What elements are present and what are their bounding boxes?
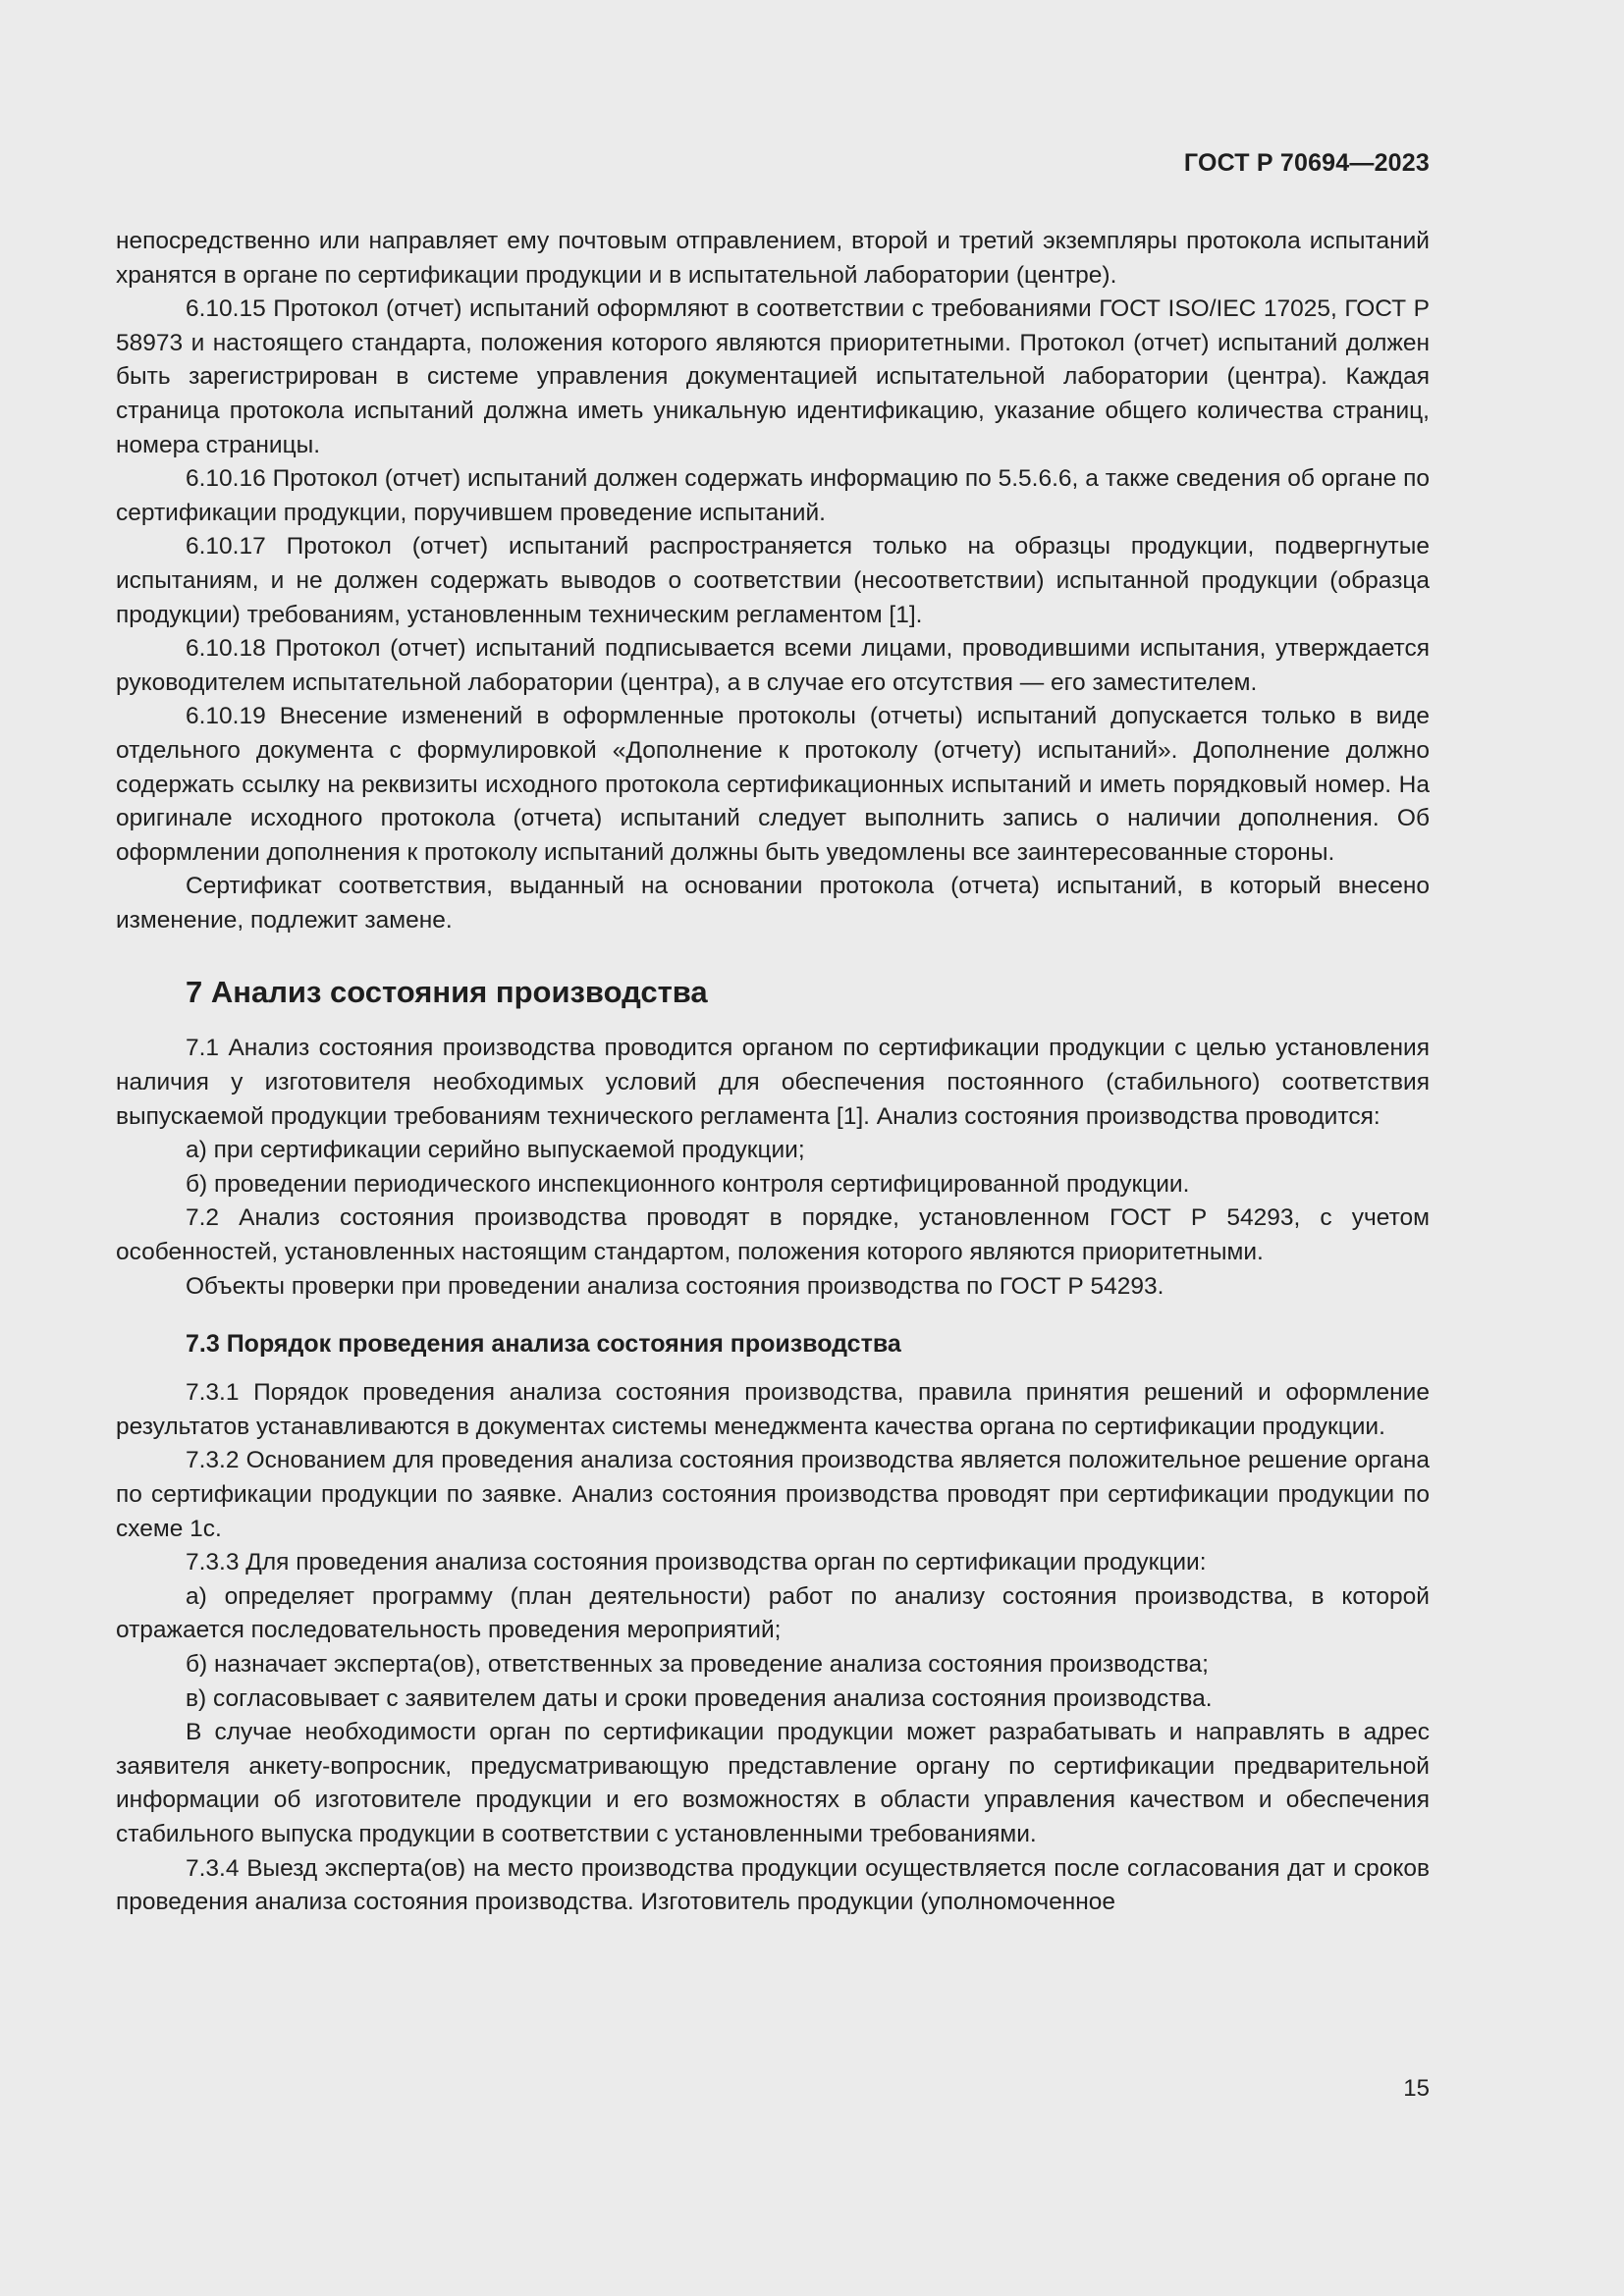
paragraph-6-10-19: 6.10.19 Внесение изменений в оформленные протоколы (отчеты) испытаний допускается только в виде отдельного документа с формулировкой «Дополнение к протоколу (отчету) испытаний». Дополнение должно содержать ссылку на реквизиты исходного протокола сертификационных испытаний и иметь порядковый номер. На оригинале исходного протокола (отчета) испытаний следует выполнить запись о наличии дополнения. Об оформлении дополнения к протоколу испытаний должны быть уведомлены все заинтересованные стороны.: [116, 703, 1430, 866]
page-number: 15: [1403, 2075, 1430, 2102]
paragraph-7-2: 7.2 Анализ состояния производства проводят в порядке, установленном ГОСТ Р 54293, с учетом особенностей, установленных настоящим стандартом, положения которого являются приоритетными.: [116, 1204, 1430, 1266]
paragraph-certificate: Сертификат соответствия, выданный на основании протокола (отчета) испытаний, в который внесено изменение, подлежит замене.: [116, 873, 1430, 934]
document-code: ГОСТ Р 70694—2023: [1183, 149, 1430, 177]
paragraph-6-10-16: 6.10.16 Протокол (отчет) испытаний должен содержать информацию по 5.5.6.6, а также сведения об органе по сертификации продукции, поручившем проведение испытаний.: [116, 465, 1430, 526]
paragraph-7-3-3: 7.3.3 Для проведения анализа состояния производства орган по сертификации продукции:: [186, 1549, 1207, 1576]
document-body: [116, 225, 1430, 1920]
paragraph-6-10-15: 6.10.15 Протокол (отчет) испытаний оформляют в соответствии с требованиями ГОСТ ISO/IEC 17025, ГОСТ Р 58973 и настоящего стандарта, положения которого являются приоритетными. Протокол (отчет) испытаний должен быть зарегистрирован в системе управления документацией испытательной лаборатории (центра). Каждая страница протокола испытаний должна иметь уникальную идентификацию, указание общего количества страниц, номера страницы.: [116, 295, 1430, 458]
paragraph-objects: Объекты проверки при проведении анализа состояния производства по ГОСТ Р 54293.: [186, 1272, 1164, 1300]
list-item-b: б) проведении периодического инспекционного контроля сертифицированной продукции.: [186, 1170, 1190, 1198]
subsection-heading-7-3: 7.3 Порядок проведения анализа состояния производства: [186, 1330, 901, 1359]
paragraph-6-10-18: 6.10.18 Протокол (отчет) испытаний подписывается всеми лицами, проводившими испытания, утверждается руководителем испытательной лаборатории (центра), а в случае его отсутствия — его заместителем.: [116, 635, 1430, 696]
paragraph-7-3-2: 7.3.2 Основанием для проведения анализа состояния производства является положительное решение органа по сертификации продукции по заявке. Анализ состояния производства проводят при сертификации продукции по схеме 1с.: [116, 1447, 1430, 1542]
paragraph-7-3-1: 7.3.1 Порядок проведения анализа состояния производства, правила принятия решений и оформление результатов устанавливаются в документах системы менеджмента качества органа по сертификации продукции.: [116, 1379, 1430, 1440]
paragraph: непосредственно или направляет ему почтовым отправлением, второй и третий экземпляры протокола испытаний хранятся в органе по сертификации продукции и в испытательной лаборатории (центре).: [116, 228, 1430, 289]
paragraph-7-3-4: 7.3.4 Выезд эксперта(ов) на место производства продукции осуществляется после согласования дат и сроков проведения анализа состояния производства. Изготовитель продукции (уполномоченное: [116, 1854, 1430, 1916]
paragraph-7-1: 7.1 Анализ состояния производства проводится органом по сертификации продукции с целью установления наличия у изготовителя необходимых условий для обеспечения постоянного (стабильного) соответствия выпускаемой продукции требованиям технического регламента [1]. Анализ состояния производства проводится:: [116, 1035, 1430, 1130]
list-item-a: а) определяет программу (план деятельности) работ по анализу состояния производства, в которой отражается последовательность проведения мероприятий;: [116, 1582, 1430, 1644]
list-item-b: б) назначает эксперта(ов), ответственных за проведение анализа состояния производства;: [186, 1650, 1209, 1678]
list-item-v: в) согласовывает с заявителем даты и сроки проведения анализа состояния производства.: [186, 1684, 1213, 1712]
paragraph-questionnaire: В случае необходимости орган по сертификации продукции может разрабатывать и направлять в адрес заявителя анкету-вопросник, предусматривающую представление органу по сертификации предварительной информации об изготовителе продукции и его возможностях в области управления качеством и обеспечения стабильного выпуска продукции в соответствии с установленными требованиями.: [116, 1719, 1430, 1847]
list-item-a: а) при сертификации серийно выпускаемой продукции;: [186, 1137, 805, 1164]
section-heading-7: 7 Анализ состояния производства: [186, 975, 708, 1010]
paragraph-6-10-17: 6.10.17 Протокол (отчет) испытаний распространяется только на образцы продукции, подвергнутые испытаниям, и не должен содержать выводов о соответствии (несоответствии) испытанной продукции (образца продукции) требованиям, установленным техническим регламентом [1].: [116, 533, 1430, 628]
